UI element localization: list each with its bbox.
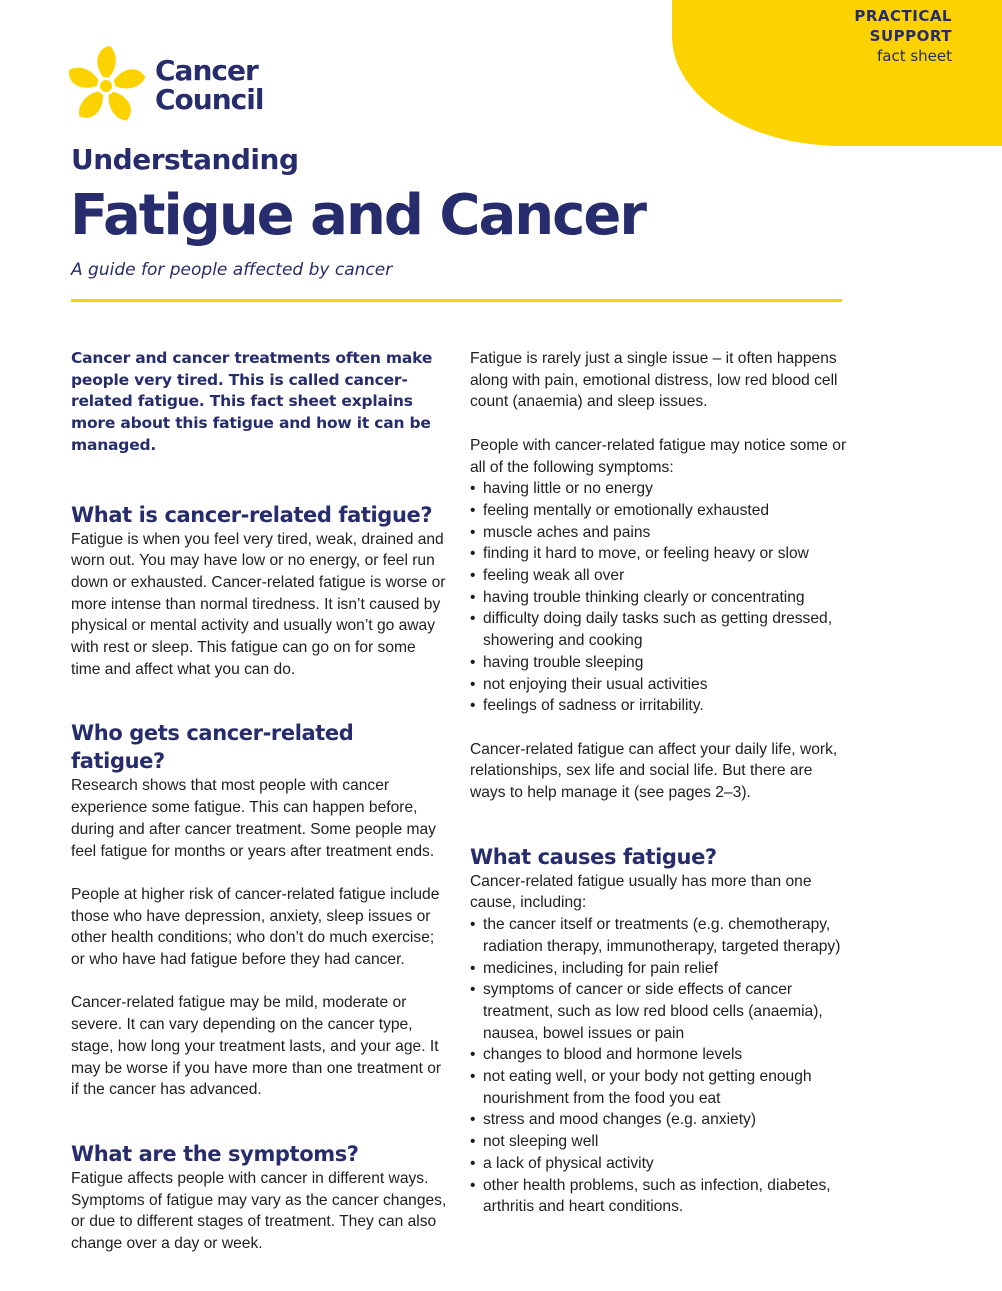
page-subtitle: A guide for people affected by cancer (71, 260, 393, 280)
list-item: • stress and mood changes (e.g. anxiety) (470, 1109, 850, 1131)
list-item: • the cancer itself or treatments (e.g. chemotherapy, radiation therapy, immunotherapy, targeted therapy) (470, 914, 850, 957)
symptom-list (470, 478, 850, 717)
list-item: • a lack of physical activity (470, 1153, 850, 1175)
paragraph-rarely-single: Fatigue is rarely just a single issue – it often happens along with pain, emotional distress, low red blood cell count (anaemia) and sleep issues. (470, 350, 838, 411)
list-item: • medicines, including for pain relief (470, 958, 850, 980)
list-item: • feeling mentally or emotionally exhausted (470, 500, 850, 522)
paragraph-who-2: People at higher risk of cancer-related fatigue include those who have depression, anxiety, sleep issues or other health conditions; who don’t do much exercise; or who have had fatigue before they had cancer. (71, 885, 440, 969)
list-item: • muscle aches and pains (470, 522, 850, 544)
list-item: • other health problems, such as infection, diabetes, arthritis and heart conditions. (470, 1175, 850, 1218)
paragraph-symptoms: Fatigue affects people with cancer in different ways. Symptoms of fatigue may vary as the cancer changes, or due to different stages of treatment. They can also change over a day or week. (71, 1169, 447, 1253)
list-item: • symptoms of cancer or side effects of cancer treatment, such as low red blood cells (anaemia), nausea, bowel issues or pain (470, 979, 850, 1044)
paragraph-causes: Cancer-related fatigue usually has more than one cause, including: (470, 872, 812, 912)
heading-what-is: What is cancer-related fatigue? (71, 502, 433, 527)
right-column (470, 348, 850, 1218)
title-divider (71, 299, 842, 302)
list-item: • having trouble thinking clearly or concentrating (470, 587, 850, 609)
list-item: • difficulty doing daily tasks such as getting dressed, showering and cooking (470, 608, 850, 651)
corner-line-2: SUPPORT (869, 27, 952, 45)
page-title: Fatigue and Cancer (70, 183, 645, 248)
brand-name (155, 56, 263, 114)
corner-line-1: PRACTICAL (854, 7, 952, 25)
daffodil-icon (68, 46, 148, 126)
list-item: • not sleeping well (470, 1131, 850, 1153)
heading-symptoms: What are the symptoms? (71, 1141, 359, 1166)
intro-paragraph: Cancer and cancer treatments often make people very tired. This is called cancer-related fatigue. This fact sheet explains more about this fatigue and how it can be managed. (71, 349, 433, 454)
paragraph-who-1: Research shows that most people with cancer experience some fatigue. This can happen before, during and after cancer treatment. Some people may feel fatigue for months or years after treatment ends. (71, 777, 436, 860)
heading-causes: What causes fatigue? (470, 844, 717, 869)
list-item: • finding it hard to move, or feeling heavy or slow (470, 543, 850, 565)
left-column (71, 348, 449, 1255)
list-item: • having trouble sleeping (470, 652, 850, 674)
paragraph-who-3: Cancer-related fatigue may be mild, moderate or severe. It can vary depending on the cancer type, stage, how long your treatment lasts, and your age. It may be worse if you have more than one treatment or if the cancer has advanced. (71, 994, 442, 1099)
paragraph-what-is: Fatigue is when you feel very tired, weak, drained and worn out. You may have low or no energy, or feel run down or exhausted. Cancer-related fatigue is worse or more intense than normal tiredness. It isn’t caused by physical or mental activity and usually won’t go away with rest or sleep. This fatigue can go on for some time and affect what you can do. (71, 530, 446, 678)
heading-who-gets: Who gets cancer-related fatigue? (71, 721, 354, 774)
list-item: • not eating well, or your body not getting enough nourishment from the food you eat (470, 1066, 850, 1109)
paragraph-daily-life: Cancer-related fatigue can affect your daily life, work, relationships, sex life and social life. But there are ways to help manage it (see pages 2–3). (470, 740, 838, 802)
list-item: • feeling weak all over (470, 565, 850, 587)
list-item: • having little or no energy (470, 478, 850, 500)
paragraph-may-notice: People with cancer-related fatigue may notice some or all of the following symptoms: (470, 436, 847, 476)
corner-line-3: fact sheet (876, 47, 952, 65)
brand-line-2: Council (155, 83, 264, 116)
cancer-council-logo (68, 46, 268, 130)
cause-list (470, 914, 850, 1218)
list-item: • feelings of sadness or irritability. (470, 695, 850, 717)
brand-line-1: Cancer (155, 54, 258, 87)
list-item: • changes to blood and hormone levels (470, 1044, 850, 1066)
page-kicker: Understanding (71, 143, 299, 176)
list-item: • not enjoying their usual activities (470, 674, 850, 696)
practical-support-label (854, 6, 952, 66)
corner-banner (672, 0, 1002, 146)
